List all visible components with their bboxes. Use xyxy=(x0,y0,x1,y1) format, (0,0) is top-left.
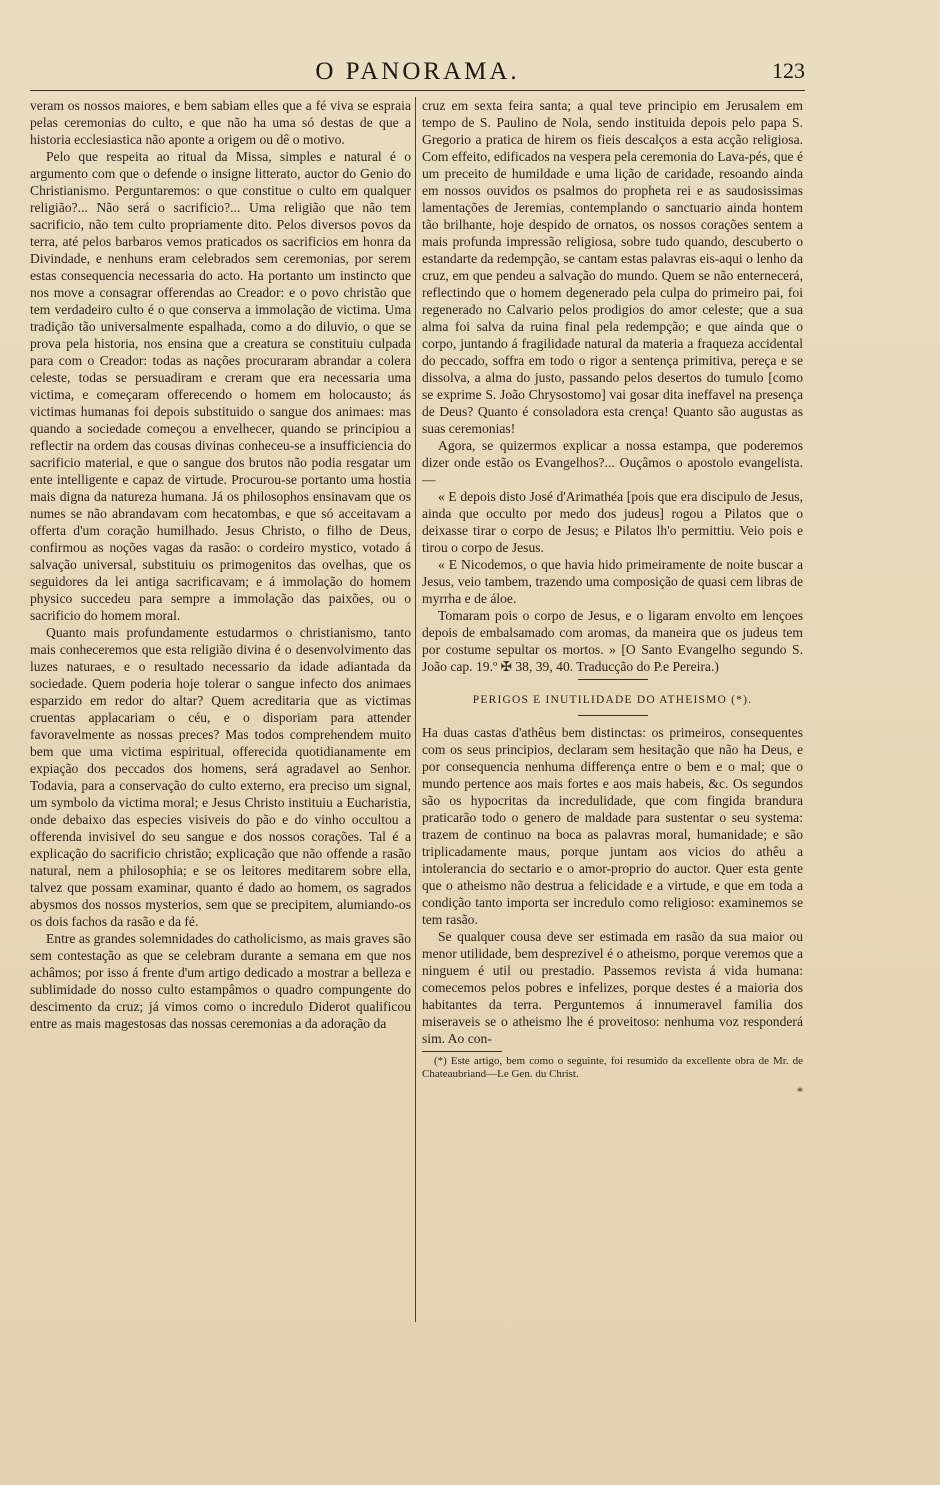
right-column xyxy=(422,97,803,1322)
quote-paragraph: « E depois disto José d'Arimathéa [pois que era discipulo de Jesus, ainda que occulto por medo dos judeus] rogou a Pilatos que o deixasse tirar o corpo de Jesus; e Pilatos lh'o permittiu. Veio pois e tirou o corpo de Jesus. xyxy=(422,489,803,555)
column-divider xyxy=(415,97,416,1322)
section-divider xyxy=(578,679,648,680)
paragraph: Entre as grandes solemnidades do catholicismo, as mais graves são sem contestação as que se celebram durante a semana em que nos achâmos; por isso á frente d'um artigo dedicado a mostrar a belleza e sublimidade do nosso culto estampâmos o quadro compungente do descimento da cruz; já vimos como o incredulo Diderot qualificou entre as mais magestosas das nossas ceremonias a da adoração da xyxy=(30,931,411,1031)
paragraph: Agora, se quizermos explicar a nossa estampa, que poderemos dizer onde estão os Evangelhos?... Ouçâmos o apostolo evangelista.— xyxy=(422,438,803,487)
section-divider xyxy=(578,715,648,716)
section-heading: PERIGOS E INUTILIDADE DO ATHEISMO (*). xyxy=(472,694,753,706)
left-column xyxy=(30,97,411,1322)
paragraph: cruz em sexta feira santa; a qual teve principio em Jerusalem em tempo de S. Paulino de Nola, sendo instituida depois pelo papa S. Gregorio a pratica de hirem os fieis descalços a esta acção religiosa. Com effeito, edificados na vespera pela ceremonia do Lava-pés, que é um preceito de humildade e uma lição de caridade, resoando ainda em nossos ouvidos os psalmos do propheta rei e as saudosissimas lamentações de Jeremias, contemplando o sanctuario ainda hontem tão brilhante, hoje despido de ornatos, os nossos corações sentem a mais profunda impressão religiosa, sobre tudo quando, descuberto o estandarte da redempção, se cantam estas palavras eis-aqui o lenho da cruz, em que pendeu a salvação do mundo. Quem se não enternecerá, reflectindo que o homem degenerado pela culpa do primeiro pai, foi regenerado no Calvario pelos prodigios do amor celeste; que a sua alma foi salva da ruina final pela redempção; e que ainda que o corpo, juntando á fragilidade natural da materia a fraqueza accidental do peccado, soffra em todo o rigor a sentença primitiva, pereça e se dissolva, a alma do justo, passando pelos desertos do tumulo [como se exprime S. João Chrysostomo] vai gosar dita ineffavel na presença de Deus? Quanto é consoladora esta crença! Quanto são augustas as suas ceremonias! xyxy=(422,98,803,436)
footnote: (*) Este artigo, bem como o seguinte, foi resumido da excellente obra de Mr. de Chateaubriand—Le Gen. du Christ. xyxy=(422,1055,803,1080)
page-number: 123 xyxy=(772,58,805,83)
page-header xyxy=(30,48,805,91)
paragraph: Ha duas castas d'athêus bem distinctas: os primeiros, consequentes com os seus principios, declaram sem hesitação que não ha Deus, e por consequencia nenhuma differença entre o bem e o mal; que o mundo pertence aos mais fortes e aos mais habeis, &c. Os segundos são os hypocritas da incredulidade, que com fingida brandura praticarão todo o genero de maldade para sustentar o seu systema: trazem de continuo na boca as palavras moral, humanidade; e são triplicadamente maus, porque juntam aos vicios do athêu a intolerancia do sectario e o amor-proprio do auctor. Quer esta gente que o atheismo não destrua a felicidade e a virtude, e que em toda a condição tanto importa ser incredulo como religioso: examinemos se tem rasão. xyxy=(422,725,803,927)
signature-mark: * xyxy=(797,1084,803,1098)
paragraph: Se qualquer cousa deve ser estimada em rasão da sua maior ou menor utilidade, bem desprezivel é o atheismo, porque veremos que a ninguem é util ou prestadio. Passemos revista á vida humana: comecemos pelos pobres e infelizes, porque destes é a maioria dos habitantes da terra. Perguntemos á innumeravel familia dos miseraveis se o atheismo lhe é proveitoso: nenhuma voz responderá sim. Ao con- xyxy=(422,929,803,1046)
paragraph: veram os nossos maiores, e bem sabiam elles que a fé viva se espraia pelas ceremonias do culto, e que não ha uma só destas de que a historia ecclesiastica não aponte a origem ou dê o motivo. xyxy=(30,98,411,147)
journal-title: O PANORAMA. xyxy=(315,58,520,85)
paragraph: Tomaram pois o corpo de Jesus, e o ligaram envolto em lençoes depois de embalsamado com aromas, da maneira que os judeus tem por costume sepultar os mortos. » [O Santo Evangelho segundo S. João cap. 19.º ✠ 38, 39, 40. Traducção do P.e Pereira.) xyxy=(422,608,803,674)
paragraph: Quanto mais profundamente estudarmos o christianismo, tanto mais conheceremos que esta religião divina é o desenvolvimento das luzes naturaes, e o resultado necessario da idade adiantada da sociedade. Quem poderia hoje tolerar o sangue infecto dos animaes esparzido em redor do altar? Quem acreditaria que as victimas cruentas applacariam o céu, e o disporiam para attender favoravelmente as nossas preces? Mas todos comprehendem muito bem que uma victima espiritual, offerecida quotidianamente em expiação dos peccados dos homens, será agradavel ao Senhor. Todavia, para a conservação do culto externo, era preciso um signal, um symbolo da victima moral; e Jesus Christo instituiu a Eucharistia, onde debaixo das especies visiveis do pão e do vinho occultou a offerenda invisivel do seu sangue e dos nossos corações. Tal é a explicação do sacrificio christão; explicação que não offende a rasão natural, nem a philosophia; e se os leitores meditarem sobre ella, talvez que possam examinar, quanto é dado ao homem, os sagrados abysmos dos nossos mysterios, sem que se precipitem, alumiando-os os dois fachos da rasão e da fé. xyxy=(30,625,411,929)
paragraph: Pelo que respeita ao ritual da Missa, simples e natural é o argumento com que o defende o insigne litterato, auctor do Genio do Christianismo. Perguntaremos: o que constitue o culto em qualquer religião?... Não será o sacrificio?... Uma religião que não tem sacrificio, não tem culto propriamente dito. Pelos diversos povos da terra, até pelos barbaros vemos praticados os sacrificios em honra da Divindade, e nenhuns eram celebrados sem ceremonias, por serem estas consequencia necessaria do acto. Ha portanto um instincto que nos move a consagrar offerendas ao Creador: e o povo christão que tem verdadeiro culto é o que conserva a immolação de victima. Uma tradição tão universalmente espalhada, como a do diluvio, o que se prova pela historia, nos ensina que a creatura se constituiu culpada para com o Creador: todas as nações procuraram abrandar a colera celeste, todas se persuadiram e creram que era necessaria uma victima, e começaram offerecendo o homem em holocausto; ás victimas humanas foi depois substituido o sangue dos animaes: mas quando a sociedade começou a envelhecer, quando se principiou a reflectir na ordem das cousas divinas conheceu-se a insufficiencia do sacrificio material, e que o sangue dos brutos não podia resgatar um ente intelligente e capaz de virtude. Procurou-se portanto uma hostia mais digna da natureza humana. Já os philosophos ensinavam que os numes se não abrandavam com hecatombas, e que só acceitavam a offerta d'um coração humilhado. Jesus Christo, o filho de Deus, confirmou as noções vagas da rasão: o cordeiro mystico, votado á salvação universal, substituiu os primogenitos das ovelhas, que os seguidores da lei antiga sacrificavam; e á immolação do homem physico succedeu para sempre a immolação das paixões, ou o sacrificio do homem moral. xyxy=(30,149,411,623)
footnote-divider xyxy=(422,1051,502,1052)
quote-paragraph: « E Nicodemos, o que havia hido primeiramente de noite buscar a Jesus, veio tambem, trazendo uma composição de quasi cem libras de myrrha e de áloe. xyxy=(422,557,803,606)
